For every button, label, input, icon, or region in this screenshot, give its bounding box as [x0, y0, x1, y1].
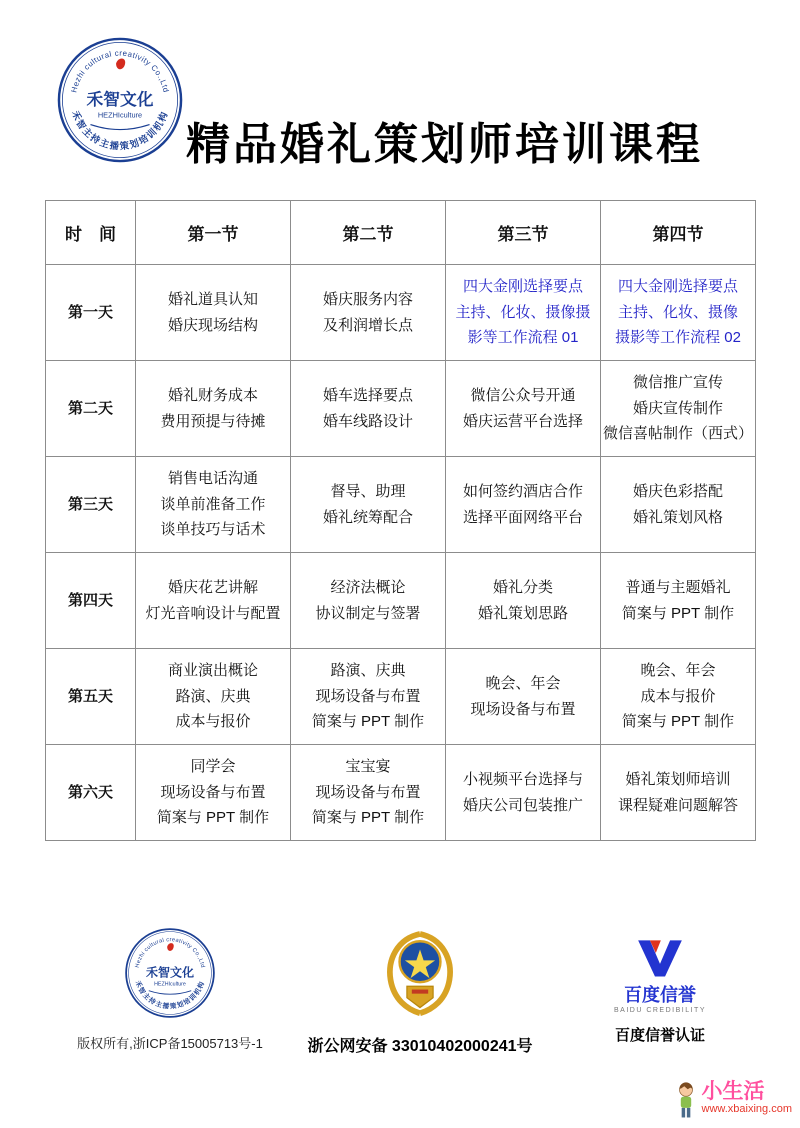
footer-police-block — [305, 929, 535, 1056]
day-label: 第二天 — [46, 361, 136, 457]
course-cell-line: 简案与 PPT 制作 — [311, 713, 425, 731]
course-table-body — [46, 265, 756, 841]
course-cell-line: 简案与 PPT 制作 — [156, 809, 270, 827]
column-header: 时 间 — [46, 201, 136, 265]
baidu-credibility-name-cn: 百度信誉 — [624, 985, 696, 1005]
course-cell-line: 课程疑难问题解答 — [617, 796, 738, 814]
company-logo-graphic — [56, 36, 184, 164]
course-cell-line: 选择平面网络平台 — [462, 508, 583, 526]
course-cell-line: 婚庆现场结构 — [167, 316, 258, 334]
course-cell-line: 四大金刚选择要点 — [617, 278, 738, 296]
course-cell-line: 谈单前准备工作 — [160, 495, 266, 513]
course-cell-line: 婚礼分类 — [492, 579, 553, 596]
police-badge-icon — [378, 929, 462, 1019]
watermark-texts — [702, 1080, 792, 1116]
course-cell-line: 路演、庆典 — [330, 662, 406, 680]
day-label: 第三天 — [46, 457, 136, 553]
course-cell-line: 婚庆色彩搭配 — [632, 483, 723, 500]
course-cell-line: 宝宝宴 — [345, 758, 391, 776]
course-cell — [291, 265, 446, 361]
course-cell-line: 婚礼策划风格 — [632, 508, 723, 526]
table-row — [46, 649, 756, 745]
site-watermark — [673, 1080, 792, 1122]
footer-baidu-block — [565, 937, 755, 1045]
logo-name-cn: 禾智文化 — [86, 89, 154, 109]
course-cell-line: 婚车线路设计 — [322, 412, 413, 430]
baidu-credibility-icon — [634, 937, 686, 979]
table-row — [46, 457, 756, 553]
day-label: 第四天 — [46, 553, 136, 649]
course-cell-line: 婚庆运营平台选择 — [462, 412, 583, 430]
course-cell — [601, 649, 756, 745]
course-cell-line: 婚礼财务成本 — [167, 387, 258, 404]
course-cell-line: 婚车选择要点 — [322, 387, 413, 404]
course-cell — [291, 361, 446, 457]
course-cell-line: 同学会 — [190, 758, 236, 776]
footer-logo-name-cn: 禾智文化 — [145, 965, 195, 980]
course-cell-line: 费用预提与待摊 — [160, 412, 266, 430]
course-cell-line: 普通与主题婚礼 — [625, 579, 731, 596]
copyright-text: 版权所有,浙ICP备15005713号-1 — [77, 1036, 263, 1051]
course-cell-line: 督导、助理 — [330, 483, 406, 500]
table-row — [46, 745, 756, 841]
column-header: 第一节 — [136, 201, 291, 265]
table-row — [46, 361, 756, 457]
course-cell-line: 及利润增长点 — [322, 316, 413, 334]
course-cell-line: 主持、化妆、摄像 — [617, 303, 738, 321]
course-cell-line: 简案与 PPT 制作 — [621, 604, 735, 622]
footer-company-logo-graphic — [124, 927, 216, 1019]
column-header: 第四节 — [601, 201, 756, 265]
day-label: 第一天 — [46, 265, 136, 361]
course-cell — [136, 265, 291, 361]
course-cell-line: 现场设备与布置 — [470, 700, 576, 718]
course-cell — [601, 457, 756, 553]
footer-company-logo — [124, 927, 216, 1019]
course-cell — [136, 457, 291, 553]
course-cell-line: 现场设备与布置 — [315, 783, 421, 801]
day-label: 第五天 — [46, 649, 136, 745]
table-row — [46, 265, 756, 361]
company-logo — [56, 36, 184, 164]
course-cell — [291, 745, 446, 841]
course-cell-line: 婚庆宣传制作 — [632, 399, 723, 417]
course-cell — [446, 265, 601, 361]
course-cell-line: 如何签约酒店合作 — [462, 483, 583, 500]
course-cell-line: 成本与报价 — [640, 687, 716, 705]
course-cell-line: 协议制定与签署 — [315, 604, 421, 622]
baidu-credibility-name-en: BAIDU CREDIBILITY — [613, 1007, 706, 1014]
course-cell-line: 简案与 PPT 制作 — [621, 713, 735, 731]
course-cell-line: 谈单技巧与话术 — [160, 521, 266, 539]
course-cell — [136, 649, 291, 745]
mascot-icon — [673, 1080, 699, 1122]
course-cell-line: 主持、化妆、摄像摄 — [455, 303, 591, 321]
column-header: 第二节 — [291, 201, 446, 265]
course-cell-line: 婚庆公司包装推广 — [462, 796, 583, 814]
course-cell — [136, 745, 291, 841]
course-cell — [601, 265, 756, 361]
course-cell — [291, 457, 446, 553]
course-cell-line: 成本与报价 — [175, 713, 251, 731]
course-cell-line: 灯光音响设计与配置 — [145, 604, 281, 622]
baidu-certification-text: 百度信誉认证 — [614, 1027, 705, 1044]
police-filing-text: 浙公网安备 33010402000241号 — [307, 1038, 533, 1055]
course-cell-line: 路演、庆典 — [175, 687, 251, 705]
course-cell-line: 影等工作流程 01 — [467, 329, 579, 347]
course-cell — [446, 457, 601, 553]
table-header-row — [46, 201, 756, 265]
course-cell-line: 晚会、年会 — [485, 675, 561, 692]
course-cell-line: 婚礼策划师培训 — [625, 771, 731, 788]
watermark-site-name: 小生活 — [701, 1080, 765, 1103]
footer-logo-name-en: HEZHIculture — [154, 981, 186, 988]
course-cell-line: 摄影等工作流程 02 — [615, 329, 741, 347]
course-cell — [136, 553, 291, 649]
course-cell-line: 商业演出概论 — [167, 662, 258, 680]
course-cell-line: 微信推广宣传 — [632, 374, 723, 392]
column-header: 第三节 — [446, 201, 601, 265]
course-cell — [601, 553, 756, 649]
course-cell-line: 微信喜帖制作（西式） — [603, 425, 754, 443]
course-cell-line: 婚礼统筹配合 — [322, 508, 413, 526]
course-cell-line: 简案与 PPT 制作 — [311, 809, 425, 827]
course-cell — [446, 649, 601, 745]
course-cell — [291, 553, 446, 649]
course-cell-line: 小视频平台选择与 — [462, 771, 583, 788]
page-title: 精品婚礼策划师培训课程 — [186, 120, 703, 169]
course-cell-line: 销售电话沟通 — [167, 470, 258, 488]
course-cell — [601, 361, 756, 457]
watermark-site-url[interactable]: www.xbaixing.com — [701, 1103, 792, 1116]
footer-logo-arc-top-text: Hezhi cultural creativity Co.,Ltd — [134, 937, 206, 969]
footer-logo-arc-bottom-text: 禾智主持主播策划培训机构 — [133, 980, 207, 1011]
course-cell-line: 晚会、年会 — [640, 662, 716, 680]
course-cell-line: 现场设备与布置 — [315, 687, 421, 705]
logo-arc-top-text: Hezhi cultural creativity Co.,Ltd — [69, 48, 171, 94]
course-cell-line: 现场设备与布置 — [160, 783, 266, 801]
course-table — [45, 200, 756, 841]
course-cell — [136, 361, 291, 457]
course-cell-line: 婚礼策划思路 — [477, 604, 568, 622]
course-cell-line: 微信公众号开通 — [470, 387, 576, 404]
table-row — [46, 553, 756, 649]
course-cell — [446, 553, 601, 649]
course-cell-line: 婚庆花艺讲解 — [167, 579, 258, 596]
header — [0, 30, 800, 190]
course-cell-line: 经济法概论 — [330, 579, 406, 596]
logo-arc-bottom-text: 禾智主持主播策划培训机构 — [70, 109, 170, 152]
course-cell-line: 四大金刚选择要点 — [462, 278, 583, 296]
course-cell — [601, 745, 756, 841]
course-cell — [446, 745, 601, 841]
course-cell-line: 婚礼道具认知 — [167, 291, 258, 308]
footer-copyright-block — [55, 927, 285, 1052]
course-cell-line: 婚庆服务内容 — [322, 291, 413, 308]
course-cell — [446, 361, 601, 457]
day-label: 第六天 — [46, 745, 136, 841]
course-cell — [291, 649, 446, 745]
logo-name-en: HEZHIculture — [97, 110, 143, 120]
footer — [0, 925, 800, 1065]
